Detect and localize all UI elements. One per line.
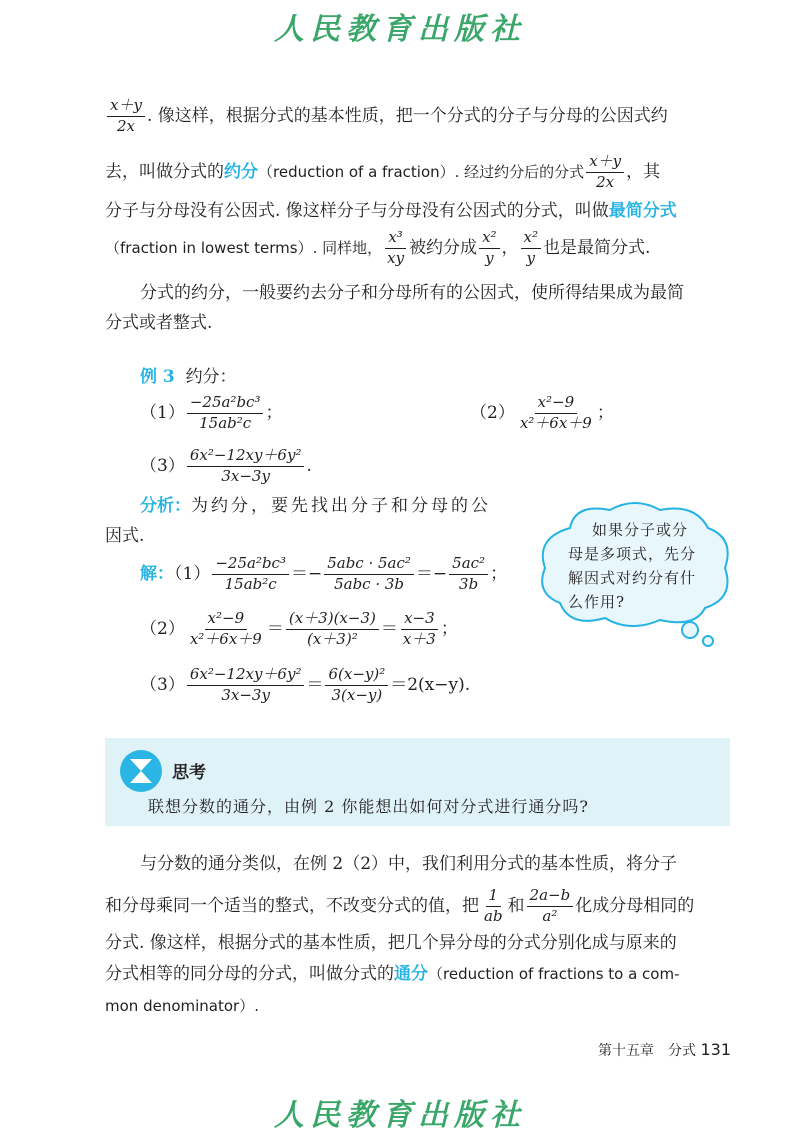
solution-line2: （2） $\frac{\text{x²−9}}{\text{x²＋6x＋9}}$ ＝ $\frac{(x+3)(x-3)}{\text{(x＋3)²}}$ ＝ $\frac{x-3}{x+3}$ ； <box>140 609 458 648</box>
fraction: $\frac{\text{6x²−12xy＋6y²}}{3x-3y}$ <box>187 448 305 485</box>
hourglass-icon <box>120 750 162 792</box>
fraction: $\frac{\text{x³}}{xy}$ <box>387 228 405 267</box>
example-part2: （2） $\frac{\text{x²−9}}{\text{x²＋6x＋9}}$ ； <box>470 393 614 432</box>
fraction: $\frac{\text{5abc · 5ac²}}{\text{5abc · 3b}}$ <box>324 556 414 593</box>
fraction: $\frac{\text{6(x−y)²}}{3(x-y)}$ <box>325 667 388 704</box>
fraction: $\frac{(x+3)(x-3)}{\text{(x＋3)²}}$ <box>286 611 379 648</box>
analysis-label: 分析： <box>140 496 191 516</box>
para1-line2: 去，叫做分式的约分（reduction of a fraction）. 经过约分后的分式 $\frac{x+y}{2x}$ ，其 <box>105 152 661 191</box>
page-footer <box>598 1040 731 1060</box>
publisher-watermark-top: 人民教育出版社 <box>274 12 526 47</box>
fraction: $\frac{\text{6x²−12xy＋6y²}}{3x-3y}$ <box>187 667 305 704</box>
fraction: $\frac{x+y}{2x}$ <box>107 98 145 135</box>
example-label: 例 3 <box>140 367 175 387</box>
term-tongfen: 通分 <box>394 964 428 984</box>
solution-line3: （3） $\frac{\text{6x²−12xy＋6y²}}{3x-3y}$ ＝ $\frac{\text{6(x−y)²}}{3(x-y)}$ ＝2(x−y). <box>140 665 471 704</box>
think-text: 联想分数的通分，由例 2 你能想出如何对分式进行通分吗? <box>148 797 589 816</box>
analysis-line1: 分析：为约分，要先找出分子和分母的公 <box>140 496 491 516</box>
para2-line1: 分式的约分，一般要约去分子和分母所有的公因式，使所得结果成为最简 <box>140 283 684 303</box>
fraction: $\frac{x-3}{x+3}$ <box>402 609 436 648</box>
fraction: $\frac{\text{x²−9}}{\text{x²＋6x＋9}}$ <box>519 393 592 432</box>
example-heading: 例 3 约分： <box>140 367 237 387</box>
para3-line1: 与分数的通分类似，在例 2（2）中，我们利用分式的基本性质，将分子 <box>140 854 678 874</box>
fraction: $\frac{\text{−25a²bc³}}{\text{15ab²c}}$ <box>212 556 289 593</box>
para1-line3: 分子与分母没有公因式. 像这样分子与分母没有公因式的分式，叫做最简分式 <box>105 201 677 221</box>
fraction: $\frac{1}{ab}$ <box>484 886 503 925</box>
analysis-line2: 因式. <box>105 526 145 546</box>
fraction: $\frac{\text{−25a²bc³}}{\text{15ab²c}}$ <box>187 395 264 432</box>
example-part3: （3） $\frac{\text{6x²−12xy＋6y²}}{3x-3y}$ . <box>140 446 312 485</box>
fraction: $\frac{\text{x²}}{y}$ <box>479 230 499 267</box>
para3-line4: 分式相等的同分母的分式，叫做分式的通分（reduction of fractions to a com- <box>105 964 680 984</box>
publisher-watermark-bottom: 人民教育出版社 <box>274 1098 526 1133</box>
chapter-label: 第十五章 分式 <box>598 1043 696 1059</box>
fraction: $\frac{\text{x²}}{y}$ <box>521 230 541 267</box>
example-part1: （1） $\frac{\text{−25a²bc³}}{\text{15ab²c}}$ ； <box>140 393 283 432</box>
fraction: $\frac{\text{5ac²}}{3b}$ <box>449 556 488 593</box>
fraction: $\frac{x+y}{2x}$ <box>586 154 624 191</box>
solution-label: 解： <box>140 563 174 584</box>
page-number: 131 <box>700 1040 731 1059</box>
para3-line3: 分式. 像这样，根据分式的基本性质，把几个异分母的分式分别化成与原来的 <box>105 933 677 953</box>
para1-line1: $\frac{x+y}{2x}$ . 像这样，根据分式的基本性质，把一个分式的分子与分母的公因式约 <box>105 98 735 135</box>
para1-line4: （fraction in lowest terms）. 同样地， $\frac{\text{x³}}{xy}$ 被约分成 $\frac{\text{x²}}{y}$ ， $\frac{\text{x²}}{y}$ 也是最简分式. <box>105 228 651 267</box>
para3-line2: 和分母乘同一个适当的整式，不改变分式的值，把 $\frac{1}{ab}$ 和 $\frac{2a-b}{\text{a²}}$ 化成分母相同的 <box>105 886 695 925</box>
para2-line2: 分式或者整式. <box>105 313 213 333</box>
cloud-text: 如果分子或分 母是多项式，先分 解因式对约分有什 么作用? <box>568 521 697 611</box>
think-title: 思考 <box>172 763 206 783</box>
para3-line5: mon denominator）. <box>105 997 259 1015</box>
fraction: $\frac{\text{x²−9}}{\text{x²＋6x＋9}}$ <box>189 609 262 648</box>
solution-line1: 解：（1） $\frac{\text{−25a²bc³}}{\text{15ab²c}}$ ＝− $\frac{\text{5abc · 5ac²}}{\text{5abc · 3b}}$ ＝− $\frac{\text{5ac²}}{3b}$ ； <box>140 554 508 593</box>
term-yuefen: 约分 <box>224 161 258 182</box>
term-zuijian-fenshi: 最简分式 <box>608 201 677 221</box>
fraction: $\frac{2a-b}{\text{a²}}$ <box>527 888 574 925</box>
